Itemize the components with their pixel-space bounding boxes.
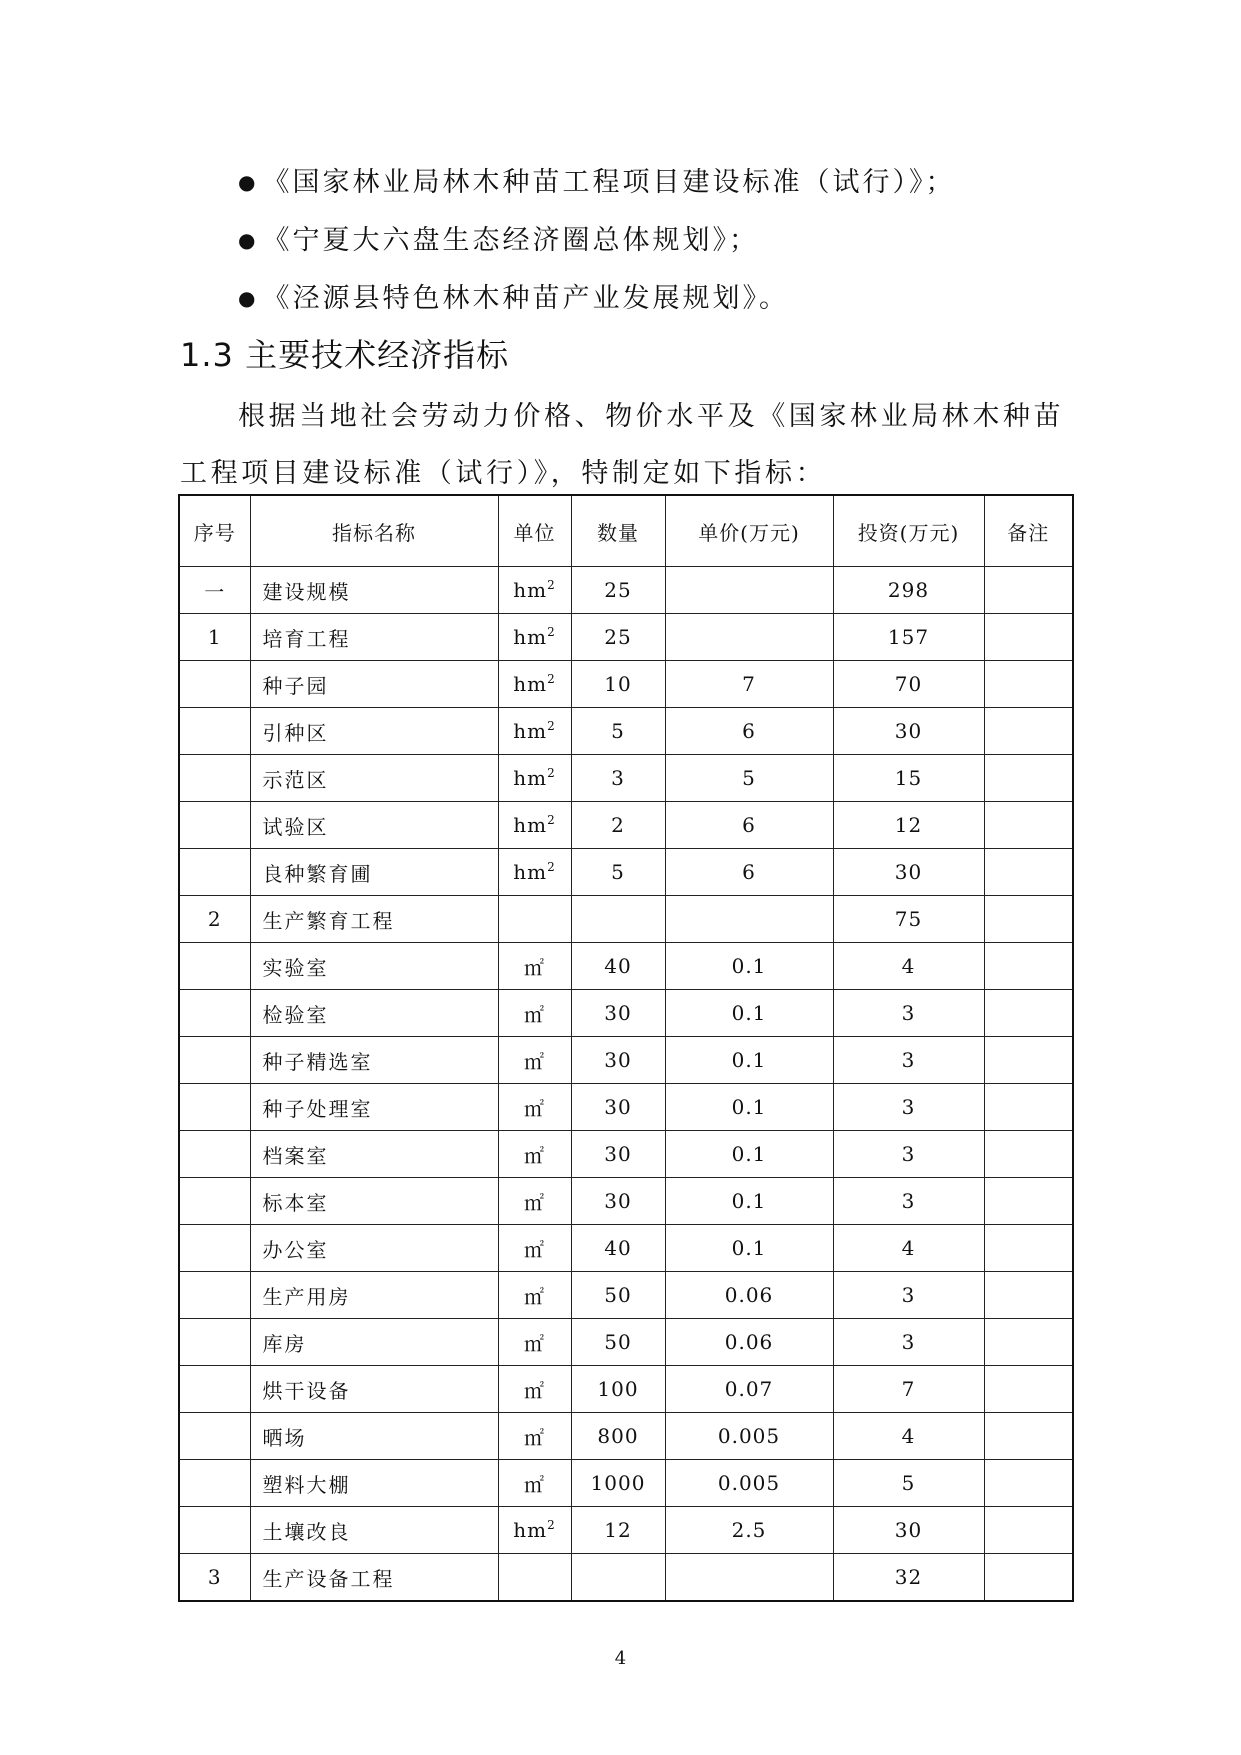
table-row xyxy=(179,1507,1073,1554)
cell-invest: 3 xyxy=(833,1084,984,1131)
cell-qty: 100 xyxy=(571,1366,665,1413)
cell-qty: 40 xyxy=(571,943,665,990)
cell-qty: 40 xyxy=(571,1225,665,1272)
cell-no: 一 xyxy=(179,567,250,614)
unit-superscript: 2 xyxy=(547,719,556,733)
cell-name: 种子精选室 xyxy=(250,1037,498,1084)
table-row xyxy=(179,1225,1073,1272)
cell-price: 0.005 xyxy=(665,1413,833,1460)
cell-note xyxy=(984,1037,1073,1084)
cell-note xyxy=(984,990,1073,1037)
cell-invest: 70 xyxy=(833,661,984,708)
header-price: 单价(万元) xyxy=(665,495,833,567)
table-row xyxy=(179,1413,1073,1460)
cell-note xyxy=(984,896,1073,943)
cell-price: 0.005 xyxy=(665,1460,833,1507)
unit-text: hm xyxy=(513,766,548,790)
cell-note xyxy=(984,1507,1073,1554)
table-row xyxy=(179,1366,1073,1413)
unit-text: ㎡ xyxy=(524,1237,545,1262)
unit-text: ㎡ xyxy=(524,1002,545,1027)
cell-price: 0.06 xyxy=(665,1319,833,1366)
header-no: 序号 xyxy=(179,495,250,567)
cell-name: 建设规模 xyxy=(250,567,498,614)
cell-unit xyxy=(498,1554,571,1602)
cell-price: 6 xyxy=(665,708,833,755)
cell-name: 实验室 xyxy=(250,943,498,990)
cell-unit xyxy=(498,1084,571,1131)
cell-unit xyxy=(498,1460,571,1507)
cell-price: 0.1 xyxy=(665,943,833,990)
cell-unit xyxy=(498,896,571,943)
cell-invest: 3 xyxy=(833,1037,984,1084)
unit-text: hm xyxy=(513,578,548,602)
cell-unit xyxy=(498,849,571,896)
unit-superscript: 2 xyxy=(547,766,556,780)
cell-name: 种子园 xyxy=(250,661,498,708)
cell-price xyxy=(665,896,833,943)
cell-qty: 30 xyxy=(571,1084,665,1131)
cell-note xyxy=(984,1084,1073,1131)
cell-name: 烘干设备 xyxy=(250,1366,498,1413)
cell-price: 0.1 xyxy=(665,1037,833,1084)
cell-no xyxy=(179,990,250,1037)
cell-note xyxy=(984,708,1073,755)
table-row xyxy=(179,1460,1073,1507)
cell-price xyxy=(665,1554,833,1602)
cell-name: 塑料大棚 xyxy=(250,1460,498,1507)
cell-price: 2.5 xyxy=(665,1507,833,1554)
unit-superscript: 2 xyxy=(547,578,556,592)
cell-qty: 1000 xyxy=(571,1460,665,1507)
cell-invest: 30 xyxy=(833,1507,984,1554)
cell-no xyxy=(179,1366,250,1413)
cell-invest: 4 xyxy=(833,943,984,990)
section-heading: 1.3 主要技术经济指标 xyxy=(180,336,510,374)
table-row xyxy=(179,1037,1073,1084)
table-row xyxy=(179,1554,1073,1602)
cell-price: 0.1 xyxy=(665,1131,833,1178)
reference-item xyxy=(238,269,1138,327)
unit-text: ㎡ xyxy=(524,955,545,980)
unit-text: hm xyxy=(513,860,548,884)
cell-qty: 2 xyxy=(571,802,665,849)
indicator-table xyxy=(178,494,1074,1602)
unit-text: hm xyxy=(513,672,548,696)
cell-qty: 30 xyxy=(571,990,665,1037)
cell-note xyxy=(984,1460,1073,1507)
cell-no xyxy=(179,1084,250,1131)
cell-name: 办公室 xyxy=(250,1225,498,1272)
cell-invest: 15 xyxy=(833,755,984,802)
cell-unit xyxy=(498,1225,571,1272)
cell-qty: 30 xyxy=(571,1037,665,1084)
cell-no: 3 xyxy=(179,1554,250,1602)
cell-no xyxy=(179,1460,250,1507)
cell-no xyxy=(179,1225,250,1272)
cell-invest: 3 xyxy=(833,1319,984,1366)
cell-name: 库房 xyxy=(250,1319,498,1366)
cell-note xyxy=(984,661,1073,708)
reference-text: 《国家林业局林木种苗工程项目建设标准（试行）》； xyxy=(262,167,956,198)
cell-qty: 5 xyxy=(571,849,665,896)
cell-price: 0.1 xyxy=(665,1084,833,1131)
header-invest: 投资(万元) xyxy=(833,495,984,567)
table-row xyxy=(179,990,1073,1037)
cell-qty: 30 xyxy=(571,1178,665,1225)
cell-note xyxy=(984,802,1073,849)
unit-text: hm xyxy=(513,1518,548,1542)
cell-unit xyxy=(498,943,571,990)
cell-invest: 12 xyxy=(833,802,984,849)
cell-invest: 3 xyxy=(833,1131,984,1178)
unit-superscript: 2 xyxy=(547,1518,556,1532)
reference-list xyxy=(238,153,1138,327)
table-row xyxy=(179,1084,1073,1131)
cell-invest: 75 xyxy=(833,896,984,943)
cell-unit xyxy=(498,1507,571,1554)
header-name: 指标名称 xyxy=(250,495,498,567)
unit-text: ㎡ xyxy=(524,1472,545,1497)
cell-no: 2 xyxy=(179,896,250,943)
cell-name: 示范区 xyxy=(250,755,498,802)
table-row xyxy=(179,567,1073,614)
table-row xyxy=(179,1272,1073,1319)
cell-note xyxy=(984,943,1073,990)
cell-no xyxy=(179,802,250,849)
cell-invest: 30 xyxy=(833,849,984,896)
unit-text: ㎡ xyxy=(524,1049,545,1074)
cell-qty: 12 xyxy=(571,1507,665,1554)
cell-no: 1 xyxy=(179,614,250,661)
cell-note xyxy=(984,1178,1073,1225)
unit-text: hm xyxy=(513,625,548,649)
cell-note xyxy=(984,1225,1073,1272)
table-row xyxy=(179,708,1073,755)
unit-superscript: 2 xyxy=(547,672,556,686)
unit-text: ㎡ xyxy=(524,1378,545,1403)
cell-name: 生产用房 xyxy=(250,1272,498,1319)
cell-qty: 800 xyxy=(571,1413,665,1460)
cell-invest: 157 xyxy=(833,614,984,661)
cell-no xyxy=(179,661,250,708)
cell-unit xyxy=(498,614,571,661)
table-row xyxy=(179,755,1073,802)
cell-qty: 25 xyxy=(571,567,665,614)
cell-price: 6 xyxy=(665,849,833,896)
cell-unit xyxy=(498,1319,571,1366)
cell-qty: 50 xyxy=(571,1272,665,1319)
bullet-dot-icon: ● xyxy=(238,286,259,310)
cell-invest: 3 xyxy=(833,990,984,1037)
cell-note xyxy=(984,1413,1073,1460)
bullet-dot-icon: ● xyxy=(238,228,259,252)
cell-invest: 32 xyxy=(833,1554,984,1602)
cell-qty xyxy=(571,1554,665,1602)
cell-price xyxy=(665,567,833,614)
unit-text: hm xyxy=(513,719,548,743)
header-note: 备注 xyxy=(984,495,1073,567)
unit-superscript: 2 xyxy=(547,813,556,827)
cell-unit xyxy=(498,1131,571,1178)
cell-qty: 10 xyxy=(571,661,665,708)
cell-no xyxy=(179,755,250,802)
cell-no xyxy=(179,1178,250,1225)
cell-invest: 7 xyxy=(833,1366,984,1413)
table-row xyxy=(179,1178,1073,1225)
cell-name: 培育工程 xyxy=(250,614,498,661)
cell-unit xyxy=(498,1037,571,1084)
cell-no xyxy=(179,708,250,755)
cell-no xyxy=(179,1272,250,1319)
cell-no xyxy=(179,1507,250,1554)
cell-invest: 4 xyxy=(833,1225,984,1272)
cell-unit xyxy=(498,567,571,614)
unit-text: ㎡ xyxy=(524,1425,545,1450)
cell-name: 生产设备工程 xyxy=(250,1554,498,1602)
cell-no xyxy=(179,1131,250,1178)
unit-text: ㎡ xyxy=(524,1284,545,1309)
cell-note xyxy=(984,1554,1073,1602)
cell-qty: 30 xyxy=(571,1131,665,1178)
cell-note xyxy=(984,1272,1073,1319)
cell-note xyxy=(984,1366,1073,1413)
cell-invest: 3 xyxy=(833,1272,984,1319)
reference-text: 《宁夏大六盘生态经济圈总体规划》； xyxy=(262,225,759,256)
cell-price: 6 xyxy=(665,802,833,849)
reference-item xyxy=(238,153,1138,211)
reference-item xyxy=(238,211,1138,269)
cell-invest: 4 xyxy=(833,1413,984,1460)
table-row xyxy=(179,1319,1073,1366)
cell-no xyxy=(179,943,250,990)
table-row xyxy=(179,849,1073,896)
cell-unit xyxy=(498,1366,571,1413)
cell-note xyxy=(984,755,1073,802)
unit-text: ㎡ xyxy=(524,1096,545,1121)
cell-invest: 5 xyxy=(833,1460,984,1507)
header-unit: 单位 xyxy=(498,495,571,567)
table-row xyxy=(179,943,1073,990)
table-row xyxy=(179,661,1073,708)
cell-price: 0.1 xyxy=(665,1225,833,1272)
cell-unit xyxy=(498,1272,571,1319)
cell-name: 标本室 xyxy=(250,1178,498,1225)
cell-no xyxy=(179,849,250,896)
cell-unit xyxy=(498,1178,571,1225)
cell-price: 0.1 xyxy=(665,990,833,1037)
unit-superscript: 2 xyxy=(547,860,556,874)
cell-unit xyxy=(498,1413,571,1460)
cell-name: 档案室 xyxy=(250,1131,498,1178)
table-row xyxy=(179,896,1073,943)
unit-text: hm xyxy=(513,813,548,837)
cell-name: 引种区 xyxy=(250,708,498,755)
cell-invest: 298 xyxy=(833,567,984,614)
table-row xyxy=(179,1131,1073,1178)
header-qty: 数量 xyxy=(571,495,665,567)
cell-name: 生产繁育工程 xyxy=(250,896,498,943)
cell-qty: 3 xyxy=(571,755,665,802)
unit-text: ㎡ xyxy=(524,1331,545,1356)
cell-price: 7 xyxy=(665,661,833,708)
cell-price: 0.07 xyxy=(665,1366,833,1413)
cell-price: 0.1 xyxy=(665,1178,833,1225)
cell-price xyxy=(665,614,833,661)
reference-text: 《泾源县特色林木种苗产业发展规划》。 xyxy=(262,283,789,314)
cell-name: 试验区 xyxy=(250,802,498,849)
cell-name: 土壤改良 xyxy=(250,1507,498,1554)
cell-invest: 3 xyxy=(833,1178,984,1225)
unit-text: ㎡ xyxy=(524,1190,545,1215)
bullet-dot-icon: ● xyxy=(238,170,259,194)
table-header-row xyxy=(179,495,1073,567)
page-number: 4 xyxy=(614,1648,627,1669)
cell-note xyxy=(984,849,1073,896)
cell-name: 种子处理室 xyxy=(250,1084,498,1131)
cell-note xyxy=(984,1319,1073,1366)
cell-price: 5 xyxy=(665,755,833,802)
cell-name: 良种繁育圃 xyxy=(250,849,498,896)
cell-note xyxy=(984,567,1073,614)
cell-no xyxy=(179,1319,250,1366)
intro-paragraph: 根据当地社会劳动力价格、物价水平及《国家林业局林木种苗工程项目建设标准（试行）》，特制定如下指标： xyxy=(180,401,1065,489)
cell-unit xyxy=(498,661,571,708)
cell-qty xyxy=(571,896,665,943)
cell-note xyxy=(984,1131,1073,1178)
cell-no xyxy=(179,1413,250,1460)
table-row xyxy=(179,614,1073,661)
cell-qty: 5 xyxy=(571,708,665,755)
cell-unit xyxy=(498,990,571,1037)
unit-superscript: 2 xyxy=(547,625,556,639)
cell-price: 0.06 xyxy=(665,1272,833,1319)
cell-unit xyxy=(498,708,571,755)
cell-no xyxy=(179,1037,250,1084)
cell-qty: 25 xyxy=(571,614,665,661)
cell-unit xyxy=(498,755,571,802)
cell-note xyxy=(984,614,1073,661)
cell-qty: 50 xyxy=(571,1319,665,1366)
unit-text: ㎡ xyxy=(524,1143,545,1168)
cell-name: 检验室 xyxy=(250,990,498,1037)
table-row xyxy=(179,802,1073,849)
cell-unit xyxy=(498,802,571,849)
cell-invest: 30 xyxy=(833,708,984,755)
cell-name: 晒场 xyxy=(250,1413,498,1460)
